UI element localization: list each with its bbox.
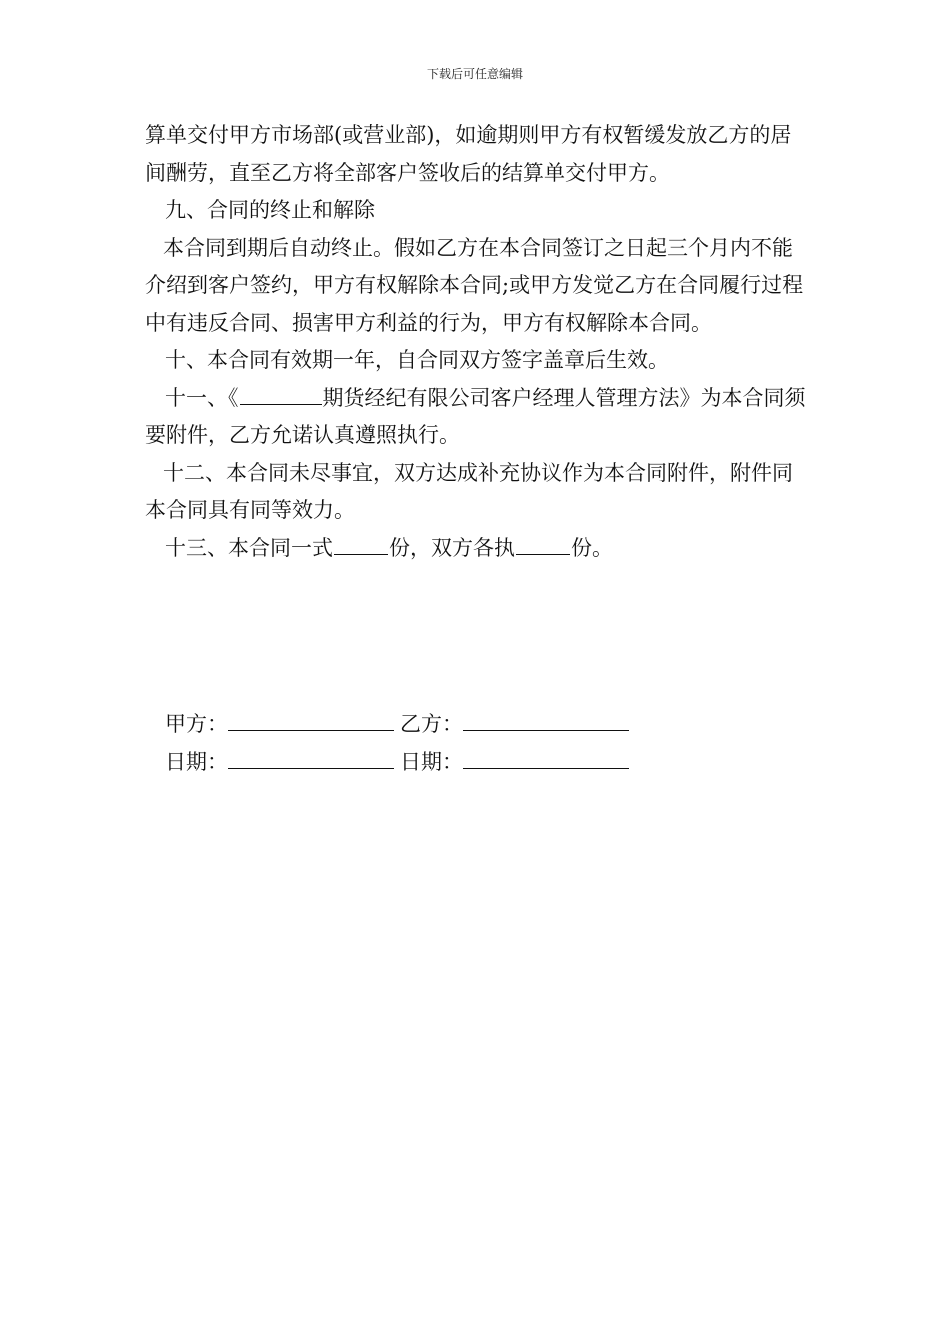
party-a-signature-line[interactable] [228, 710, 394, 731]
company-name-blank[interactable] [240, 383, 322, 405]
signature-row-parties [165, 705, 635, 743]
signature-row-dates [165, 743, 635, 781]
paragraph-supplement: 十二、本合同未尽事宜，双方达成补充协议作为本合同附件，附件同本合同具有同等效力。 [145, 460, 793, 522]
date-b-label: 日期： [400, 750, 463, 774]
each-copies-blank[interactable] [516, 533, 570, 555]
paragraph-copies [145, 530, 809, 568]
copies-text-3: 份。 [571, 535, 613, 560]
paragraph-settlement: 算单交付甲方市场部(或营业部)，如逾期则甲方有权暂缓发放乙方的居间酬劳，直至乙方将全部客户签收后的结算单交付甲方。 [145, 123, 792, 185]
signature-block [165, 705, 635, 781]
paragraph-validity: 十、本合同有效期一年，自合同双方签字盖章后生效。 [165, 348, 669, 372]
copies-text-2: 份，双方各执 [389, 535, 515, 560]
date-a-line[interactable] [228, 748, 394, 769]
party-b-label: 乙方： [400, 712, 463, 736]
paragraph-attachment [145, 380, 809, 455]
date-a-label: 日期： [165, 750, 228, 774]
party-a-label: 甲方： [165, 712, 228, 736]
contract-body [145, 117, 809, 567]
date-b-line[interactable] [463, 748, 629, 769]
section-heading-termination: 九、合同的终止和解除 [165, 198, 375, 222]
page-header: 下载后可任意编辑 [426, 67, 523, 81]
party-b-signature-line[interactable] [463, 710, 629, 731]
total-copies-blank[interactable] [334, 533, 388, 555]
attachment-text-end: 期货经纪有限公司客户经理人管理方法》为本合同须要附件，乙方允诺认真遵照执行。 [145, 385, 806, 447]
attachment-text-start: 十一、《 [165, 385, 239, 410]
copies-text-1: 十三、本合同一式 [165, 535, 333, 560]
paragraph-termination: 本合同到期后自动终止。假如乙方在本合同签订之日起三个月内不能介绍到客户签约，甲方有权解除本合同;或甲方发觉乙方在合同履行过程中有违反合同、损害甲方利益的行为，甲方有权解除本合同。 [145, 235, 804, 335]
